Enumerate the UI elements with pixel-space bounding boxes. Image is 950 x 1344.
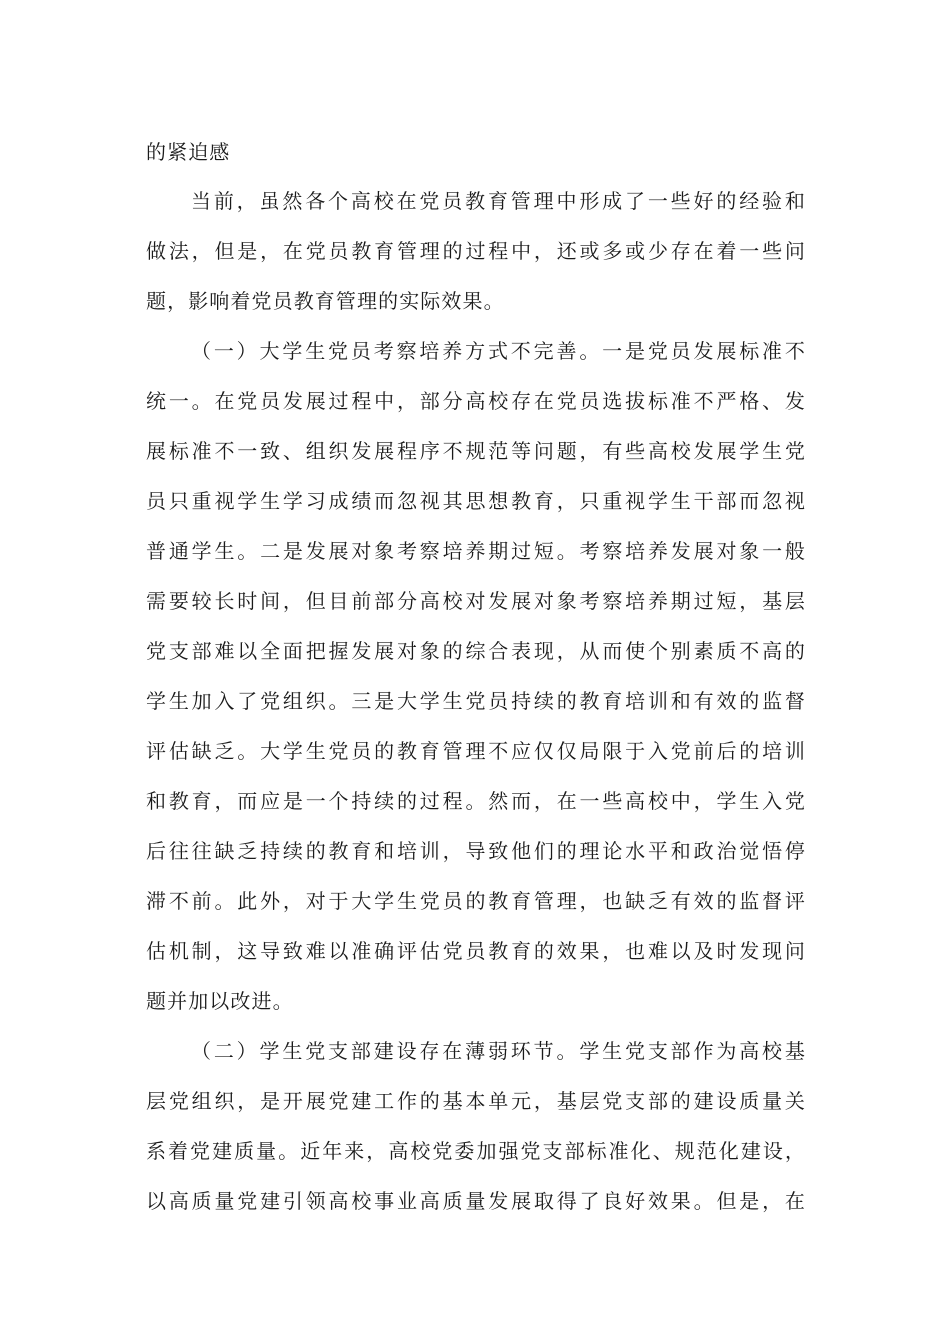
- text-line: 党支部难以全面把握发展对象的综合表现，从而使个别素质不高的: [146, 639, 806, 663]
- text-line: 展标准不一致、组织发展程序不规范等问题，有些高校发展学生党: [146, 439, 806, 463]
- text-line: 做法，但是，在党员教育管理的过程中，还或多或少存在着一些问: [146, 239, 806, 263]
- text-line: 估机制，这导致难以准确评估党员教育的效果，也难以及时发现问: [146, 939, 806, 963]
- text-line: 和教育，而应是一个持续的过程。然而，在一些高校中，学生入党: [146, 789, 806, 813]
- text-line: 学生加入了党组织。三是大学生党员持续的教育培训和有效的监督: [146, 689, 806, 713]
- text-line: 需要较长时间，但目前部分高校对发展对象考察培养期过短，基层: [146, 589, 806, 613]
- text-line: 的紧迫感: [146, 140, 231, 164]
- paragraph-first-line: 当前，虽然各个高校在党员教育管理中形成了一些好的经验和: [191, 189, 806, 213]
- text-line: 题并加以改进。: [146, 989, 294, 1013]
- section-heading-line: （二）学生党支部建设存在薄弱环节。学生党支部作为高校基: [191, 1039, 806, 1063]
- text-line: 后往往缺乏持续的教育和培训，导致他们的理论水平和政治觉悟停: [146, 839, 806, 863]
- text-line: 评估缺乏。大学生党员的教育管理不应仅仅局限于入党前后的培训: [146, 739, 806, 763]
- text-line: 普通学生。二是发展对象考察培养期过短。考察培养发展对象一般: [146, 539, 806, 563]
- text-line: 员只重视学生学习成绩而忽视其思想教育，只重视学生干部而忽视: [146, 489, 806, 513]
- text-line: 题，影响着党员教育管理的实际效果。: [146, 289, 505, 313]
- text-line: 层党组织，是开展党建工作的基本单元，基层党支部的建设质量关: [146, 1089, 806, 1113]
- text-line: 系着党建质量。近年来，高校党委加强党支部标准化、规范化建设，: [146, 1139, 806, 1163]
- text-line: 以高质量党建引领高校事业高质量发展取得了良好效果。但是，在: [146, 1189, 806, 1213]
- section-heading-line: （一）大学生党员考察培养方式不完善。一是党员发展标准不: [191, 339, 806, 363]
- text-line: 统一。在党员发展过程中，部分高校存在党员选拔标准不严格、发: [146, 389, 806, 413]
- text-line: 滞不前。此外，对于大学生党员的教育管理，也缺乏有效的监督评: [146, 889, 806, 913]
